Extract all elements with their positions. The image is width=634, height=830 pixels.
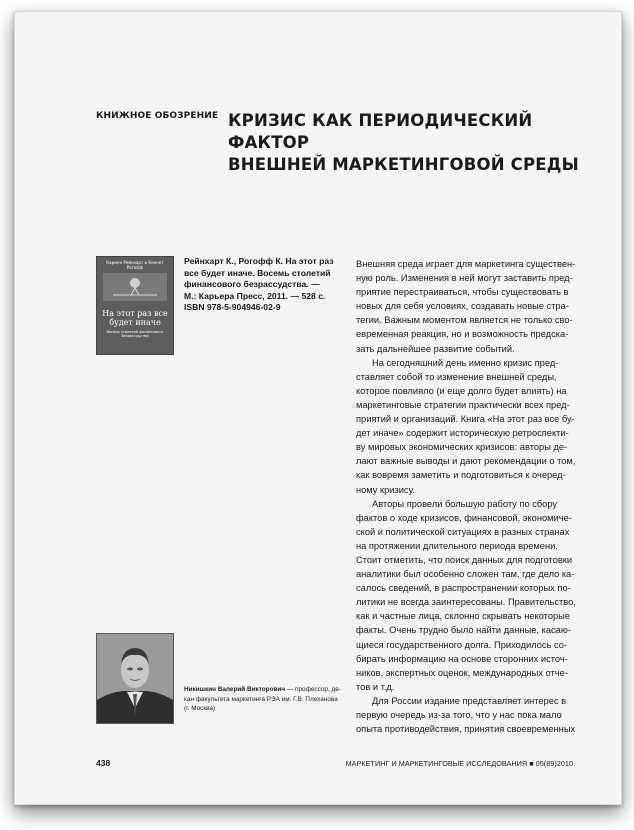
body-text-line: дет иначе» содержит историческую ретроспекти- bbox=[356, 428, 569, 439]
body-text-line: Внешняя среда играет для маркетинга существен- bbox=[356, 259, 576, 269]
body-text-line: ному кризису. bbox=[356, 484, 415, 495]
body-text-line: ную роль. Изменения в ней могут заставить пред- bbox=[356, 273, 573, 284]
page-number: 438 bbox=[96, 758, 111, 768]
author-photo bbox=[96, 633, 174, 724]
body-text-line: как вовремя заметить и подготовиться к очеред- bbox=[356, 470, 566, 481]
square-bullet-icon: ■ bbox=[529, 759, 534, 768]
journal-issue: 05(89)2010 bbox=[535, 759, 573, 768]
body-text-line: аналитики был особенно сложен там, где дело ка- bbox=[356, 569, 575, 580]
body-text-line: новых для себя условиях, создавать новые стра- bbox=[356, 301, 569, 312]
book-cover-authors: Кармен Рейнхарт и Кеннет Рогофф bbox=[106, 260, 164, 270]
body-text-line: фактов о ходе кризисов, финансовой, экономиче- bbox=[356, 512, 572, 523]
book-cover-subtitle: Восемь столетий финансового безрассудства bbox=[106, 330, 164, 338]
book-cover-illustration bbox=[103, 273, 167, 301]
body-text-line: тегии. Важным моментом является не только сво- bbox=[356, 315, 573, 326]
article-body bbox=[356, 257, 604, 736]
body-text-line: Стоит отметить, что поиск данных для подготовки bbox=[356, 554, 573, 565]
body-text-line: лают важные выводы и дают рекомендации о том, bbox=[356, 456, 576, 467]
body-text-line: ской и политической ситуациях в разных странах bbox=[356, 526, 570, 537]
body-text-line: бирать информацию на основе сторонних источ- bbox=[356, 653, 568, 664]
section-rubric: КНИЖНОЕ ОБОЗРЕНИЕ bbox=[96, 111, 219, 121]
author-name: Никишкин Валерий Викторович bbox=[184, 686, 286, 693]
body-text-line: литики не всегда заинтересованы. Правительство, bbox=[356, 597, 576, 608]
body-text-line: щиеся государственного долга. Приходилось со- bbox=[356, 639, 567, 650]
book-reference-line: финансового безрассудства. — bbox=[184, 279, 320, 289]
book-reference bbox=[184, 256, 334, 314]
body-text-line: опыта противодействия, принятия своевременных bbox=[356, 724, 576, 735]
body-text-line: Для России издание представляет интерес в bbox=[372, 695, 567, 706]
author-caption-line: (г. Москва) bbox=[184, 705, 216, 712]
body-text-line: на протяжении длительного периода времени. bbox=[356, 540, 558, 551]
body-text-line: как и частные лица, склонно скрывать некоторые bbox=[356, 611, 571, 622]
book-reference-line: Рейнхарт К., Рогофф К. На этот раз bbox=[184, 256, 334, 266]
body-text-line: первую очередь из-за того, что у нас пока мало bbox=[356, 710, 562, 720]
body-text-line: ву мировых экономических кризисов: авторы де- bbox=[356, 442, 568, 453]
body-text-line: зать дальнейшее развитие событий. bbox=[356, 343, 515, 354]
author-photo-drawing bbox=[97, 634, 173, 723]
article-title-line: КРИЗИС КАК ПЕРИОДИЧЕСКИЙ ФАКТОР bbox=[228, 111, 533, 152]
author-bio-text: — профессор, де- bbox=[285, 686, 341, 693]
author-caption bbox=[184, 685, 344, 714]
author-caption-line: кан факультета маркетинга РЭА им. Г.В. Плеханова bbox=[184, 695, 338, 703]
body-text-line: Авторы провели большую работу по сбору bbox=[372, 498, 558, 509]
magazine-page bbox=[14, 11, 622, 805]
article-title bbox=[228, 110, 588, 176]
book-reference-line: М.: Карьера Пресс, 2011. — 528 с. bbox=[184, 290, 326, 301]
body-text-line: ставляет собой то изменение внешней среды, bbox=[356, 371, 557, 382]
body-text-line: приятие перестраиваться, чтобы существовать в bbox=[356, 287, 569, 298]
body-text-line: которое повлияло (и еще долго будет влиять) на bbox=[356, 385, 567, 396]
body-text-line: салось сведений, в распространении которых по- bbox=[356, 583, 571, 594]
book-cover-image bbox=[96, 256, 174, 355]
body-text-line: приятий и организаций. Книга «На этот раз все бу- bbox=[356, 414, 575, 425]
body-text-line: На сегодняшний день именно кризис пред- bbox=[372, 357, 559, 368]
body-text-line: тов и т.д. bbox=[356, 681, 395, 692]
article-title-line: ВНЕШНЕЙ МАРКЕТИНГОВОЙ СРЕДЫ bbox=[228, 155, 579, 174]
body-text-line: маркетинговые стратегии практически всех пред- bbox=[356, 399, 570, 410]
body-text-line: факты. Очень трудно было найти данные, касаю- bbox=[356, 625, 571, 636]
journal-footer bbox=[346, 759, 573, 768]
body-text-line: евременная реакция, но и возможность предска- bbox=[356, 329, 569, 340]
body-text-line: ников, экспертных оценок, международных отче- bbox=[356, 667, 568, 678]
book-reference-line: ISBN 978-5-904946-02-9 bbox=[184, 302, 281, 312]
book-reference-line: все будет иначе. Восемь столетий bbox=[184, 267, 331, 278]
author-caption-line bbox=[184, 685, 344, 695]
book-cover-drawing bbox=[103, 273, 167, 301]
journal-name: МАРКЕТИНГ И МАРКЕТИНГОВЫЕ ИССЛЕДОВАНИЯ bbox=[345, 759, 528, 768]
book-cover-title: На этот раз все будет иначе bbox=[102, 309, 168, 327]
